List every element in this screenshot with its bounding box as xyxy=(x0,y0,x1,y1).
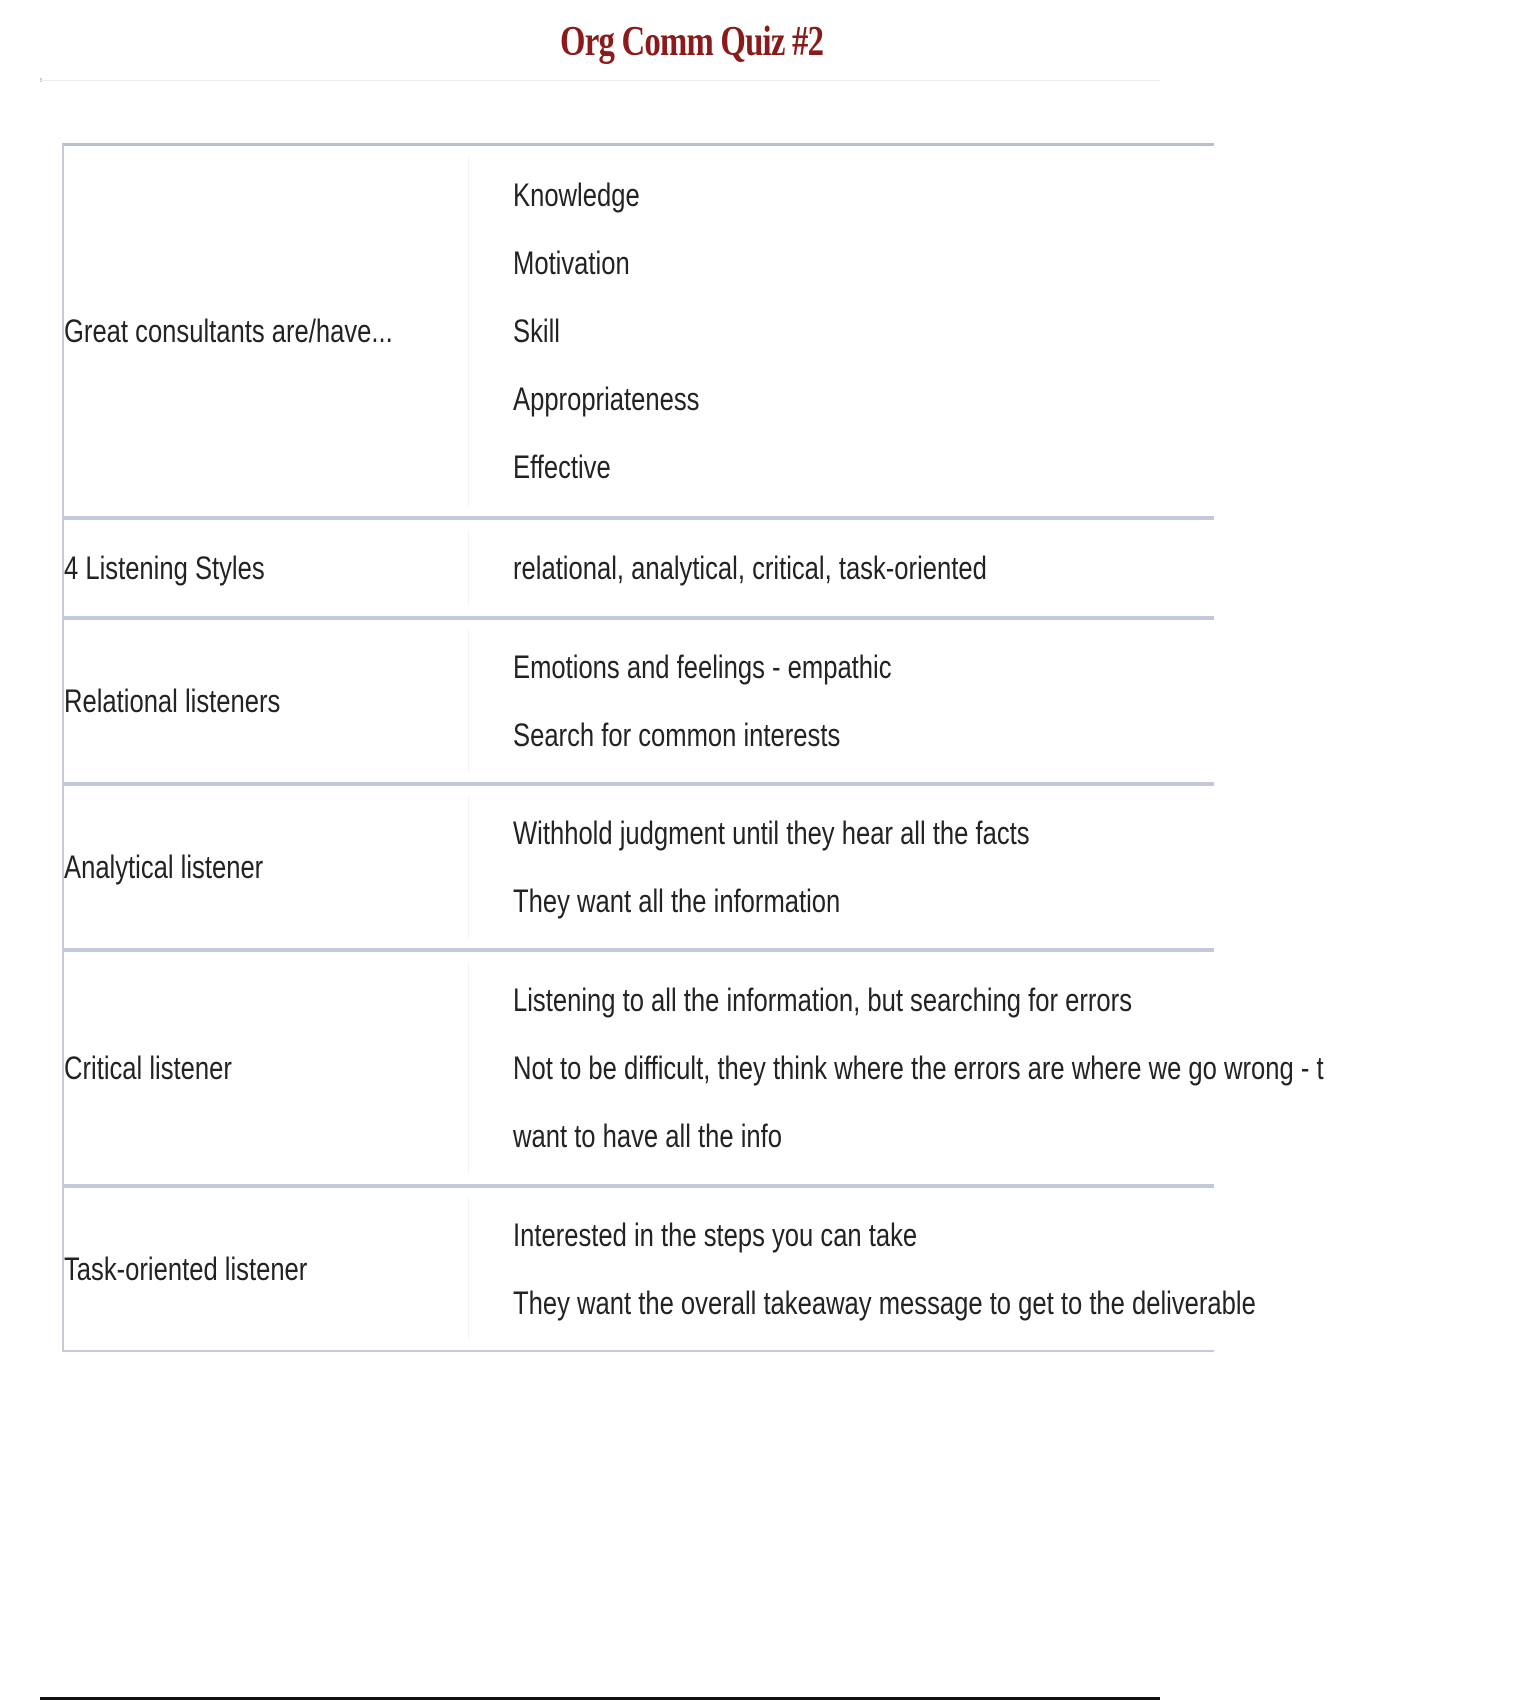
card-row xyxy=(64,616,1214,782)
definition-line: Interested in the steps you can take xyxy=(513,1217,918,1253)
definition-line: Listening to all the information, but searching for errors xyxy=(513,982,1132,1018)
definition-cell xyxy=(469,146,1214,516)
definition-line: Appropriateness xyxy=(513,381,700,417)
definition-line: relational, analytical, critical, task-oriented xyxy=(513,550,987,586)
definition-line: Skill xyxy=(513,313,560,349)
page-title: Org Comm Quiz #2 xyxy=(560,19,824,65)
term-cell xyxy=(64,620,469,782)
term-text: Relational listeners xyxy=(64,683,281,719)
term-cell xyxy=(64,786,469,948)
definition-line: They want the overall takeaway message to get to the deliverable xyxy=(513,1285,1256,1321)
definition-line: Not to be difficult, they think where the errors are where we go wrong - t xyxy=(513,1050,1324,1086)
term-text: 4 Listening Styles xyxy=(64,550,265,586)
definition-cell xyxy=(469,520,1214,616)
definition-cell xyxy=(469,952,1526,1184)
definition-line: Knowledge xyxy=(513,177,640,213)
title-divider xyxy=(40,80,1160,81)
term-cell xyxy=(64,952,469,1184)
definition-cell xyxy=(469,786,1214,948)
term-cell xyxy=(64,146,469,516)
definition-line: want to have all the info xyxy=(513,1118,782,1154)
flashcard-table xyxy=(62,143,1324,1352)
definition-line: Motivation xyxy=(513,245,630,281)
term-text: Analytical listener xyxy=(64,849,264,885)
definition-line: Search for common interests xyxy=(513,717,841,753)
term-text: Great consultants are/have... xyxy=(64,313,393,349)
definition-line: They want all the information xyxy=(513,883,841,919)
term-cell xyxy=(64,520,469,616)
term-text: Critical listener xyxy=(64,1050,232,1086)
definition-cell xyxy=(469,1188,1442,1350)
definition-line: Withhold judgment until they hear all the facts xyxy=(513,815,1030,851)
card-row xyxy=(64,146,1214,516)
card-row xyxy=(64,1184,1256,1350)
term-cell xyxy=(64,1188,469,1350)
card-row xyxy=(64,516,1214,616)
definition-cell xyxy=(469,620,1214,782)
definition-line: Effective xyxy=(513,449,611,485)
term-text: Task-oriented listener xyxy=(64,1251,308,1287)
definition-line: Emotions and feelings - empathic xyxy=(513,649,892,685)
card-row xyxy=(64,782,1214,948)
card-row xyxy=(64,948,1324,1184)
